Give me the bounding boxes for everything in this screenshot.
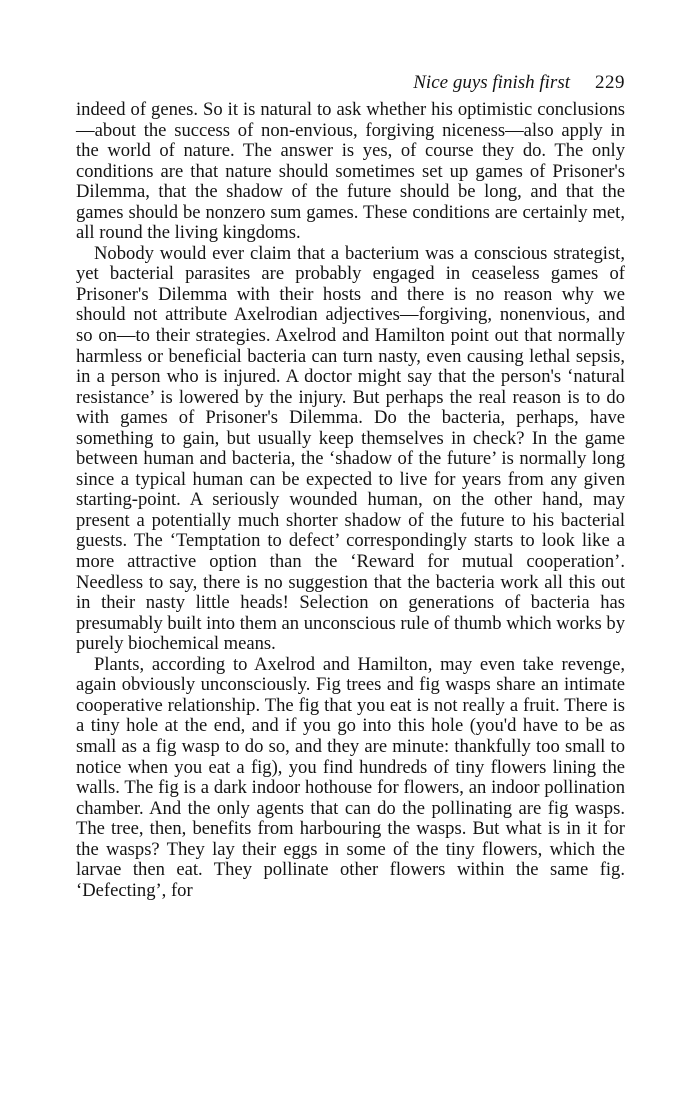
paragraph-3: Plants, according to Axelrod and Hamilton, may even take revenge, again obviously unconsciously. Fig trees and fig wasps share an intimate cooperative relationship. The fig that you eat is not really a fruit. There is a tiny hole at the end, and if you go into this hole (you'd have to be as small as a fig wasp to do so, and they are minute: thankfully too small to notice when you eat a fig), you find hundreds of tiny flowers lining the walls. The fig is a dark indoor hothouse for flowers, an indoor pollination chamber. And the only agents that can do the pollinating are fig wasps. The tree, then, benefits from harbouring the wasps. But what is in it for the wasps? They lay their eggs in some of the tiny flowers, which the larvae then eat. They pollinate other flowers within the same fig. ‘Defecting’, for	[76, 653, 625, 901]
paragraph-2: Nobody would ever claim that a bacterium was a conscious strategist, yet bacterial parasites are probably engaged in ceaseless games of Prisoner's Dilemma with their hosts and there is no reason why we should not attribute Axelrodian adjectives—forgiving, nonenvious, and so on—to their strategies. Axelrod and Hamilton point out that normally harmless or beneficial bacteria can turn nasty, even causing lethal sepsis, in a person who is injured. A doctor might say that the person's ‘natural resistance’ is lowered by the injury. But perhaps the real reason is to do with games of Prisoner's Dilemma. Do the bacteria, perhaps, have something to gain, but usually keep themselves in check? In the game between human and bacteria, the ‘shadow of the future’ is normally long since a typical human can be expected to live for years from any given starting-point. A seriously wounded human, on the other hand, may present a potentially much shorter shadow of the future to his bacterial guests. The ‘Temptation to defect’ correspondingly starts to look like a more attractive option than the ‘Reward for mutual cooperation’. Needless to say, there is no suggestion that the bacteria work all this out in their nasty little heads! Selection on generations of bacteria has presumably built into them an unconscious rule of thumb which works by purely biochemical means.	[76, 242, 625, 655]
paragraph-1: indeed of genes. So it is natural to ask whether his optimistic conclusions—about the success of non-envious, forgiving niceness—also apply in the world of nature. The answer is yes, of course they do. The only conditions are that nature should sometimes set up games of Prisoner's Dilemma, that the shadow of the future should be long, and that the games should be nonzero sum games. These conditions are certainly met, all round the living kingdoms.	[76, 99, 625, 244]
running-title: Nice guys finish first	[413, 72, 570, 93]
book-page	[76, 66, 625, 901]
running-head	[76, 66, 625, 100]
body-text	[76, 100, 625, 901]
page-number: 229	[595, 72, 625, 93]
